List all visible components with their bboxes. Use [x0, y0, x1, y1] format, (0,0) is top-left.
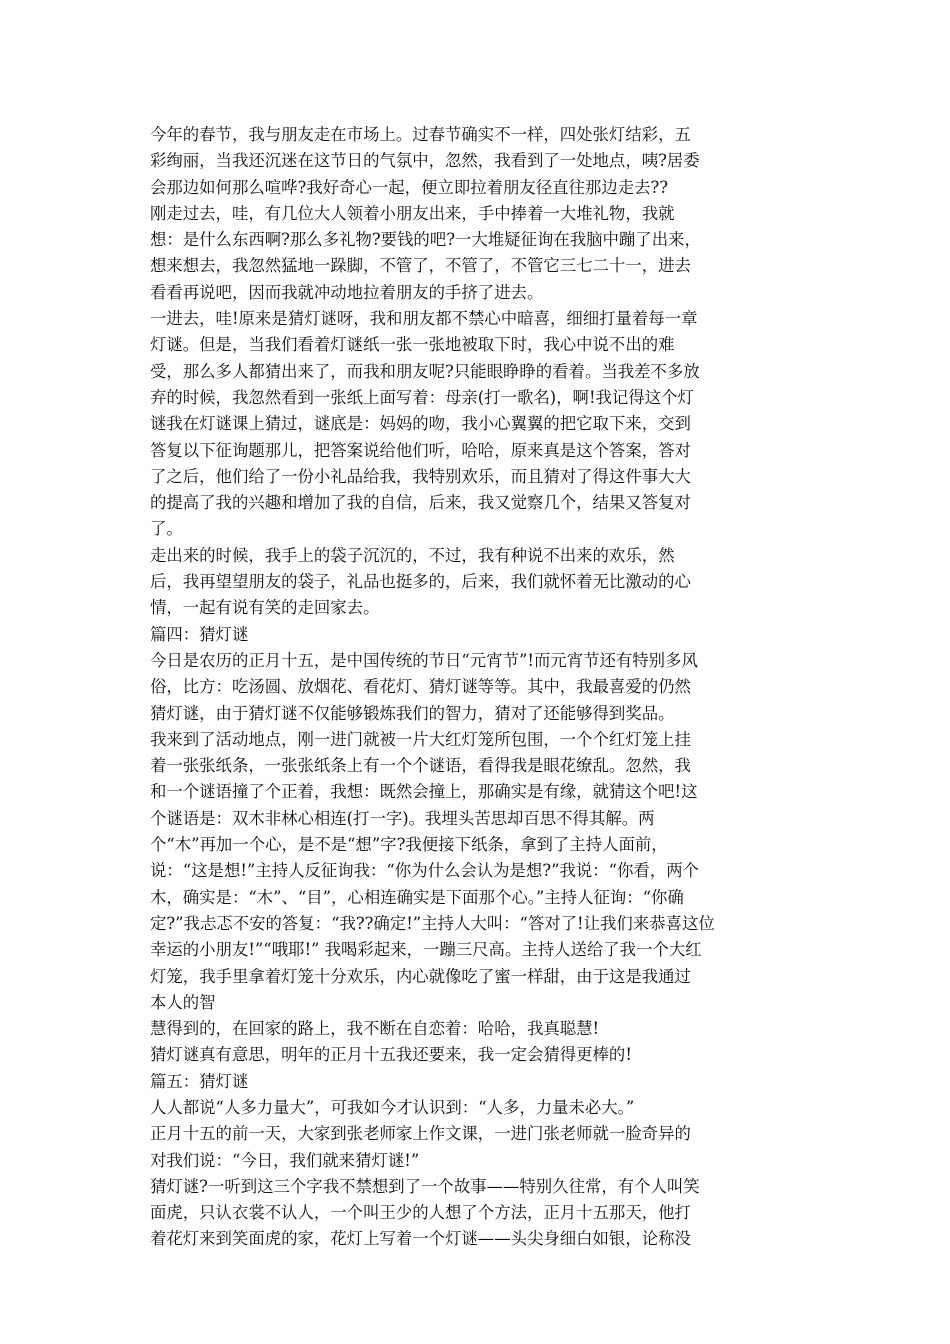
text-line: 人人都说“人多力量大”，可我如今才认识到：“人多，力量未必大。” — [150, 1097, 635, 1117]
text-line: 谜我在灯谜课上猜过，谜底是：妈妈的吻，我小心翼翼的把它取下来，交到 — [150, 414, 691, 434]
text-line: 受，那么多人都猜出来了，而我和朋友呢?只能眼睁睁的看着。当我差不多放 — [150, 361, 700, 381]
text-line: 和一个谜语撞了个正着，我想：既然会撞上，那确实是有缘，就猜这个吧!这 — [150, 782, 698, 802]
text-line: 猜灯谜真有意思，明年的正月十五我还要来，我一定会猜得更棒的! — [150, 1045, 632, 1065]
text-line: 着花灯来到笑面虎的家，花灯上写着一个灯谜——头尖身细白如银，论称没 — [150, 1229, 691, 1249]
text-line: 本人的智 — [150, 992, 216, 1012]
document-body — [150, 122, 800, 1253]
text-line: 了之后，他们给了一份小礼品给我，我特别欢乐，而且猜对了得这件事大大 — [150, 466, 691, 486]
text-line: 篇五：猜灯谜 — [150, 1071, 249, 1091]
text-line: 慧得到的，在回家的路上，我不断在自恋着：哈哈，我真聪慧! — [150, 1019, 600, 1039]
text-line: 走出来的时候，我手上的袋子沉沉的，不过，我有种说不出来的欢乐，然 — [150, 545, 675, 565]
text-line: 猜灯谜，由于猜灯谜不仅能够锻炼我们的智力，猜对了还能够得到奖品。 — [150, 703, 675, 723]
text-line: 俗，比方：吃汤圆、放烟花、看花灯、猜灯谜等等。其中，我最喜爱的仍然 — [150, 677, 691, 697]
text-line: 正月十五的前一天，大家到张老师家上作文课，一进门张老师就一脸奇异的 — [150, 1124, 691, 1144]
text-line: 情，一起有说有笑的走回家去。 — [150, 598, 380, 618]
text-line: 会那边如何那么喧哗?我好奇心一起，便立即拉着朋友径直往那边走去?? — [150, 177, 669, 197]
text-line: 想来想去，我忽然猛地一跺脚，不管了，不管了，不管它三七二十一，进去 — [150, 256, 691, 276]
text-line: 个“木”再加一个心，是不是“想”字?我便接下纸条，拿到了主持人面前， — [150, 835, 668, 855]
text-line: 木，确实是：“木”、“目”，心相连确实是下面那个心。”主持人征询：“你确 — [150, 887, 684, 907]
text-line: 着一张张纸条，一张张纸条上有一个个谜语，看得我是眼花缭乱。忽然，我 — [150, 756, 691, 776]
text-line: 篇四：猜灯谜 — [150, 624, 249, 644]
text-line: 答复以下征询题那儿，把答案说给他们听，哈哈，原来真是这个答案，答对 — [150, 440, 691, 460]
text-line: 我来到了活动地点，刚一进门就被一片大红灯笼所包围，一个个红灯笼上挂 — [150, 729, 691, 749]
text-line: 说：“这是想!”主持人反征询我：“你为什么会认为是想?”我说：“你看，两个 — [150, 861, 699, 881]
text-line: 灯笼，我手里拿着灯笼十分欢乐，内心就像吃了蜜一样甜，由于这是我通过 — [150, 966, 691, 986]
text-line: 了。 — [150, 519, 183, 539]
text-line: 想：是什么东西啊?那么多礼物?要钱的吧?一大堆疑征询在我脑中蹦了出来， — [150, 230, 701, 250]
text-line: 彩绚丽，当我还沉迷在这节日的气氛中，忽然，我看到了一处地点，咦?居委 — [150, 151, 700, 171]
text-line: 看看再说吧，因而我就冲动地拉着朋友的手挤了进去。 — [150, 282, 544, 302]
text-line: 定?”我忐忑不安的答复：“我??确定!”主持人大叫：“答对了!让我们来恭喜这位 — [150, 913, 715, 933]
text-line: 的提高了我的兴趣和增加了我的自信，后来，我又觉察几个，结果又答复对 — [150, 493, 691, 513]
text-line: 后，我再望望朋友的袋子，礼品也挺多的，后来，我们就怀着无比激动的心 — [150, 572, 691, 592]
text-line: 今年的春节，我与朋友走在市场上。过春节确实不一样，四处张灯结彩，五 — [150, 125, 691, 144]
text-line: 今日是农历的正月十五，是中国传统的节日“元宵节”!而元宵节还有特别多风 — [150, 650, 698, 670]
text-line: 弃的时候，我忽然看到一张纸上面写着：母亲(打一歌名)，啊!我记得这个灯 — [150, 387, 694, 407]
text-line: 幸运的小朋友!”“哦耶!” 我喝彩起来，一蹦三尺高。主持人送给了我一个大红 — [150, 940, 702, 960]
text-line: 一进去，哇!原来是猜灯谜呀，我和朋友都不禁心中暗喜，细细打量着每一章 — [150, 309, 698, 329]
text-line: 猜灯谜?一听到这三个字我不禁想到了一个故事——特别久往常，有个人叫笑 — [150, 1176, 700, 1196]
text-line: 刚走过去，哇，有几位大人领着小朋友出来，手中捧着一大堆礼物，我就 — [150, 203, 675, 223]
text-line: 面虎，只认衣裳不认人，一个叫王少的人想了个方法，正月十五那天，他打 — [150, 1203, 691, 1223]
text-line: 对我们说：“今日，我们就来猜灯谜!” — [150, 1150, 420, 1170]
text-line: 个谜语是：双木非林心相连(打一字)。我埋头苦思却百思不得其解。两 — [150, 808, 655, 828]
text-line: 灯谜。但是，当我们看着灯谜纸一张一张地被取下时，我心中说不出的难 — [150, 335, 675, 355]
